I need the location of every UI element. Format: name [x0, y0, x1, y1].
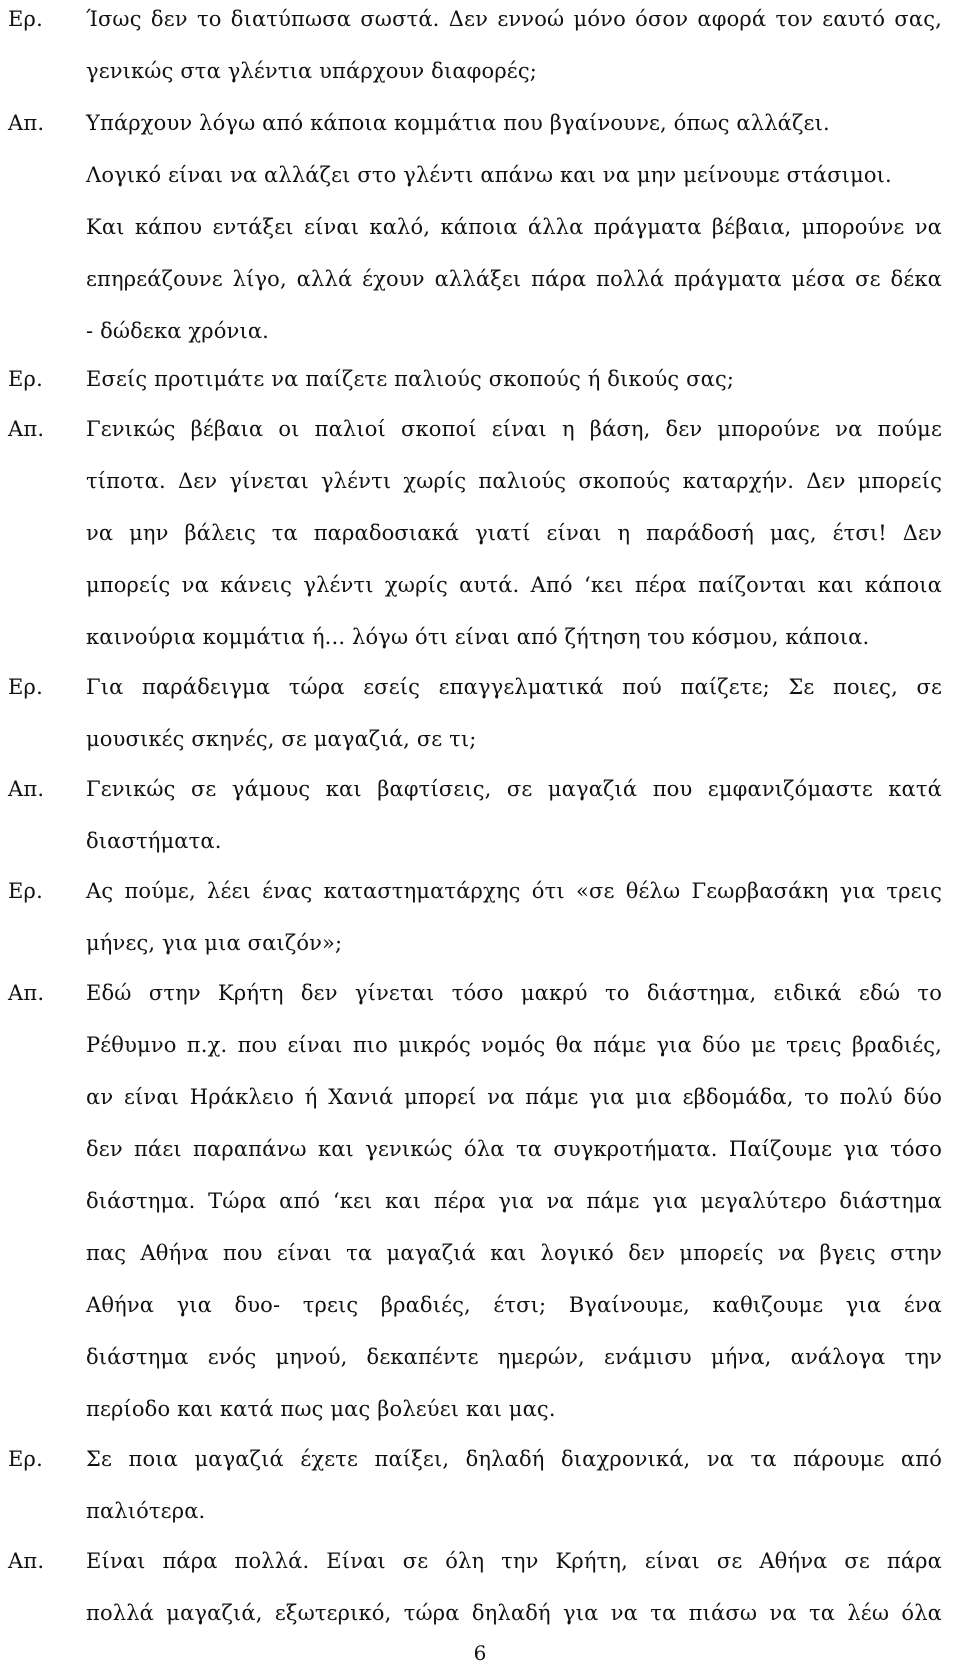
- speaker-label: Απ.: [8, 777, 45, 801]
- transcript-line: [0, 160, 960, 212]
- transcript-text: τίποτα. Δεν γίνεται γλέντι χωρίς παλιούς σκοπούς καταρχήν. Δεν μπορείς: [86, 469, 942, 493]
- transcript-line: [0, 56, 960, 108]
- transcript-text: περίοδο και κατά πως μας βολεύει και μας.: [86, 1397, 556, 1421]
- speaker-label: Ερ.: [8, 675, 43, 699]
- transcript-text: μήνες, για μια σαιζόν»;: [86, 931, 343, 955]
- transcript-line: [0, 724, 960, 776]
- transcript-line: [0, 774, 960, 826]
- transcript-line: [0, 414, 960, 466]
- speaker-label: Απ.: [8, 1549, 45, 1573]
- transcript-line: [0, 316, 960, 368]
- transcript-text: διάστημα ενός μηνού, δεκαπέντε ημερών, ενάμισυ μήνα, ανάλογα την: [86, 1345, 942, 1369]
- transcript-text: πας Αθήνα που είναι τα μαγαζιά και λογικό δεν μπορείς να βγεις στην: [86, 1241, 942, 1265]
- transcript-line: [0, 1030, 960, 1082]
- transcript-line: [0, 928, 960, 980]
- speaker-label: Ερ.: [8, 7, 43, 31]
- transcript-line: [0, 1134, 960, 1186]
- transcript-text: Για παράδειγμα τώρα εσείς επαγγελματικά πού παίζετε; Σε ποιες, σε: [86, 675, 942, 699]
- transcript-line: [0, 264, 960, 316]
- transcript-text: Λογικό είναι να αλλάζει στο γλέντι απάνω και να μην μείνουμε στάσιμοι.: [86, 163, 892, 187]
- transcript-line: [0, 876, 960, 928]
- speaker-label: Απ.: [8, 417, 45, 441]
- transcript-text: Ας πούμε, λέει ένας καταστηματάρχης ότι «σε θέλω Γεωρβασάκη για τρεις: [86, 879, 942, 903]
- transcript-line: [0, 1342, 960, 1394]
- transcript-text: Σε ποια μαγαζιά έχετε παίξει, δηλαδή διαχρονικά, να τα πάρουμε από: [86, 1447, 942, 1471]
- speaker-label: Ερ.: [8, 1447, 43, 1471]
- transcript-text: να μην βάλεις τα παραδοσιακά γιατί είναι η παράδοσή μας, έτσι! Δεν: [86, 521, 942, 545]
- transcript-line: [0, 1394, 960, 1446]
- transcript-line: [0, 1186, 960, 1238]
- transcript-text: Ίσως δεν το διατύπωσα σωστά. Δεν εννοώ μόνο όσον αφορά τον εαυτό σας,: [86, 7, 942, 31]
- transcript-text: διάστημα. Τώρα από ‘κει και πέρα για να πάμε για μεγαλύτερο διάστημα: [86, 1189, 942, 1213]
- transcript-text: πολλά μαγαζιά, εξωτερικό, τώρα δηλαδή για να τα πιάσω να τα λέω όλα: [86, 1601, 942, 1625]
- transcript-text: γενικώς στα γλέντια υπάρχουν διαφορές;: [86, 59, 537, 83]
- transcript-text: Γενικώς σε γάμους και βαφτίσεις, σε μαγαζιά που εμφανιζόμαστε κατά: [86, 777, 942, 801]
- transcript-line: [0, 4, 960, 56]
- page-number: 6: [473, 1641, 487, 1665]
- transcript-line: [0, 1444, 960, 1496]
- speaker-label: Ερ.: [8, 879, 43, 903]
- transcript-text: Υπάρχουν λόγω από κάποια κομμάτια που βγαίνουνε, όπως αλλάζει.: [86, 111, 830, 135]
- speaker-label: Ερ.: [8, 367, 43, 391]
- transcript-text: μουσικές σκηνές, σε μαγαζιά, σε τι;: [86, 727, 477, 751]
- transcript-line: [0, 1496, 960, 1548]
- transcript-text: - δώδεκα χρόνια.: [86, 319, 270, 343]
- transcript-text: παλιότερα.: [86, 1499, 206, 1523]
- transcript-text: Γενικώς βέβαια οι παλιοί σκοποί είναι η βάση, δεν μπορούνε να πούμε: [86, 417, 942, 441]
- transcript-text: μπορείς να κάνεις γλέντι χωρίς αυτά. Από ‘κει πέρα παίζονται και κάποια: [86, 573, 942, 597]
- transcript-line: [0, 672, 960, 724]
- transcript-text: Και κάπου εντάξει είναι καλό, κάποια άλλα πράγματα βέβαια, μπορούνε να: [86, 215, 942, 239]
- transcript-text: δεν πάει παραπάνω και γενικώς όλα τα συγκροτήματα. Παίζουμε για τόσο: [86, 1137, 942, 1161]
- transcript-text: Αθήνα για δυο- τρεις βραδιές, έτσι; Βγαίνουμε, καθιζουμε για ένα: [86, 1293, 942, 1317]
- transcript-line: [0, 1082, 960, 1134]
- transcript-line: [0, 1546, 960, 1598]
- transcript-line: [0, 364, 960, 416]
- transcript-text: επηρεάζουνε λίγο, αλλά έχουν αλλάξει πάρα πολλά πράγματα μέσα σε δέκα: [86, 267, 942, 291]
- transcript-text: καινούρια κομμάτια ή... λόγω ότι είναι από ζήτηση του κόσμου, κάποια.: [86, 625, 870, 649]
- transcript-line: [0, 466, 960, 518]
- transcript-line: [0, 518, 960, 570]
- transcript-text: Ρέθυμνο π.χ. που είναι πιο μικρός νομός θα πάμε για δύο με τρεις βραδιές,: [86, 1033, 942, 1057]
- transcript-line: [0, 622, 960, 674]
- speaker-label: Απ.: [8, 111, 45, 135]
- transcript-line: [0, 212, 960, 264]
- transcript-line: [0, 570, 960, 622]
- transcript-text: Εδώ στην Κρήτη δεν γίνεται τόσο μακρύ το διάστημα, ειδικά εδώ το: [86, 981, 942, 1005]
- transcript-text: Είναι πάρα πολλά. Είναι σε όλη την Κρήτη, είναι σε Αθήνα σε πάρα: [86, 1549, 942, 1573]
- speaker-label: Απ.: [8, 981, 45, 1005]
- transcript-line: [0, 978, 960, 1030]
- transcript-text: Εσείς προτιμάτε να παίζετε παλιούς σκοπούς ή δικούς σας;: [86, 367, 735, 391]
- transcript-line: [0, 1290, 960, 1342]
- transcript-text: διαστήματα.: [86, 829, 222, 853]
- transcript-line: [0, 108, 960, 160]
- transcript-text: αν είναι Ηράκλειο ή Χανιά μπορεί να πάμε για μια εβδομάδα, το πολύ δύο: [86, 1085, 942, 1109]
- transcript-line: [0, 826, 960, 878]
- transcript-line: [0, 1238, 960, 1290]
